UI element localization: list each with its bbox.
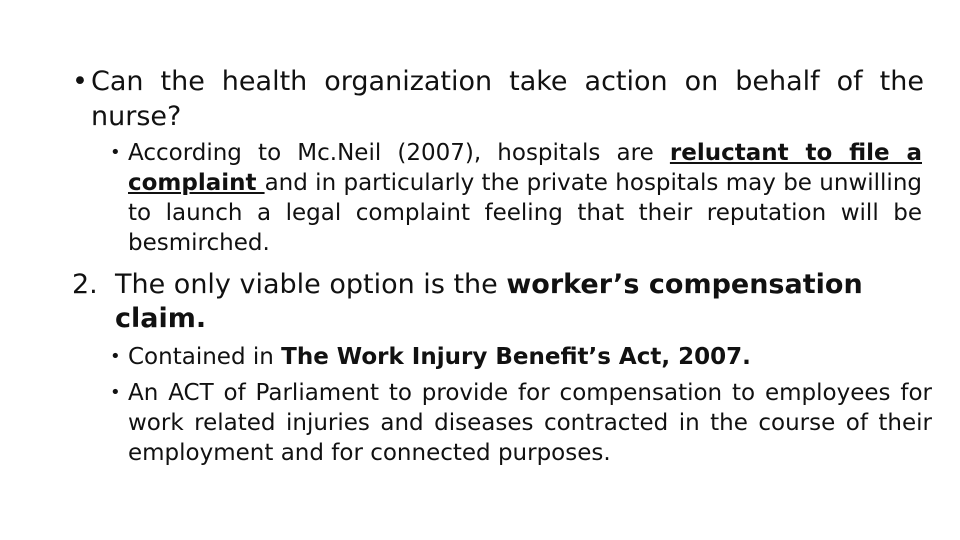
mcneil-text (128, 138, 922, 258)
sub-bullet-act (110, 378, 932, 468)
bullet-icon: • (72, 66, 88, 97)
option-text (115, 268, 922, 336)
numbered-point-2 (72, 268, 922, 336)
sub-bullet-mcneil (110, 138, 922, 258)
bullet-icon: • (110, 382, 121, 403)
mcneil-text-before: According to Mc.Neil (2007), hospitals are (128, 140, 670, 166)
bullet-point-question (72, 64, 924, 134)
mcneil-emphasis: reluctant to file a complaint (128, 140, 922, 196)
sub-bullet-contained (110, 342, 932, 372)
bullet-icon: • (110, 142, 121, 163)
option-text-before: The only viable option is the (115, 269, 507, 300)
act-description: An ACT of Parliament to provide for compensation to employees for work related injuries and diseases contracted in the course of their employment and for connected purposes. (128, 380, 932, 466)
mcneil-text-after: and in particularly the private hospitals may be unwilling to launch a legal complaint feeling that their reputation will be besmirched. (128, 170, 922, 256)
contained-text (128, 342, 932, 372)
bullet-icon: • (110, 346, 121, 367)
act-name: The Work Injury Benefit’s Act, 2007. (281, 344, 751, 370)
contained-text-before: Contained in (128, 344, 282, 370)
list-number: 2. (72, 269, 98, 300)
question-text: Can the health organization take action on behalf of the nurse? (91, 66, 924, 132)
option-emphasis: worker’s compensation claim. (115, 269, 863, 334)
